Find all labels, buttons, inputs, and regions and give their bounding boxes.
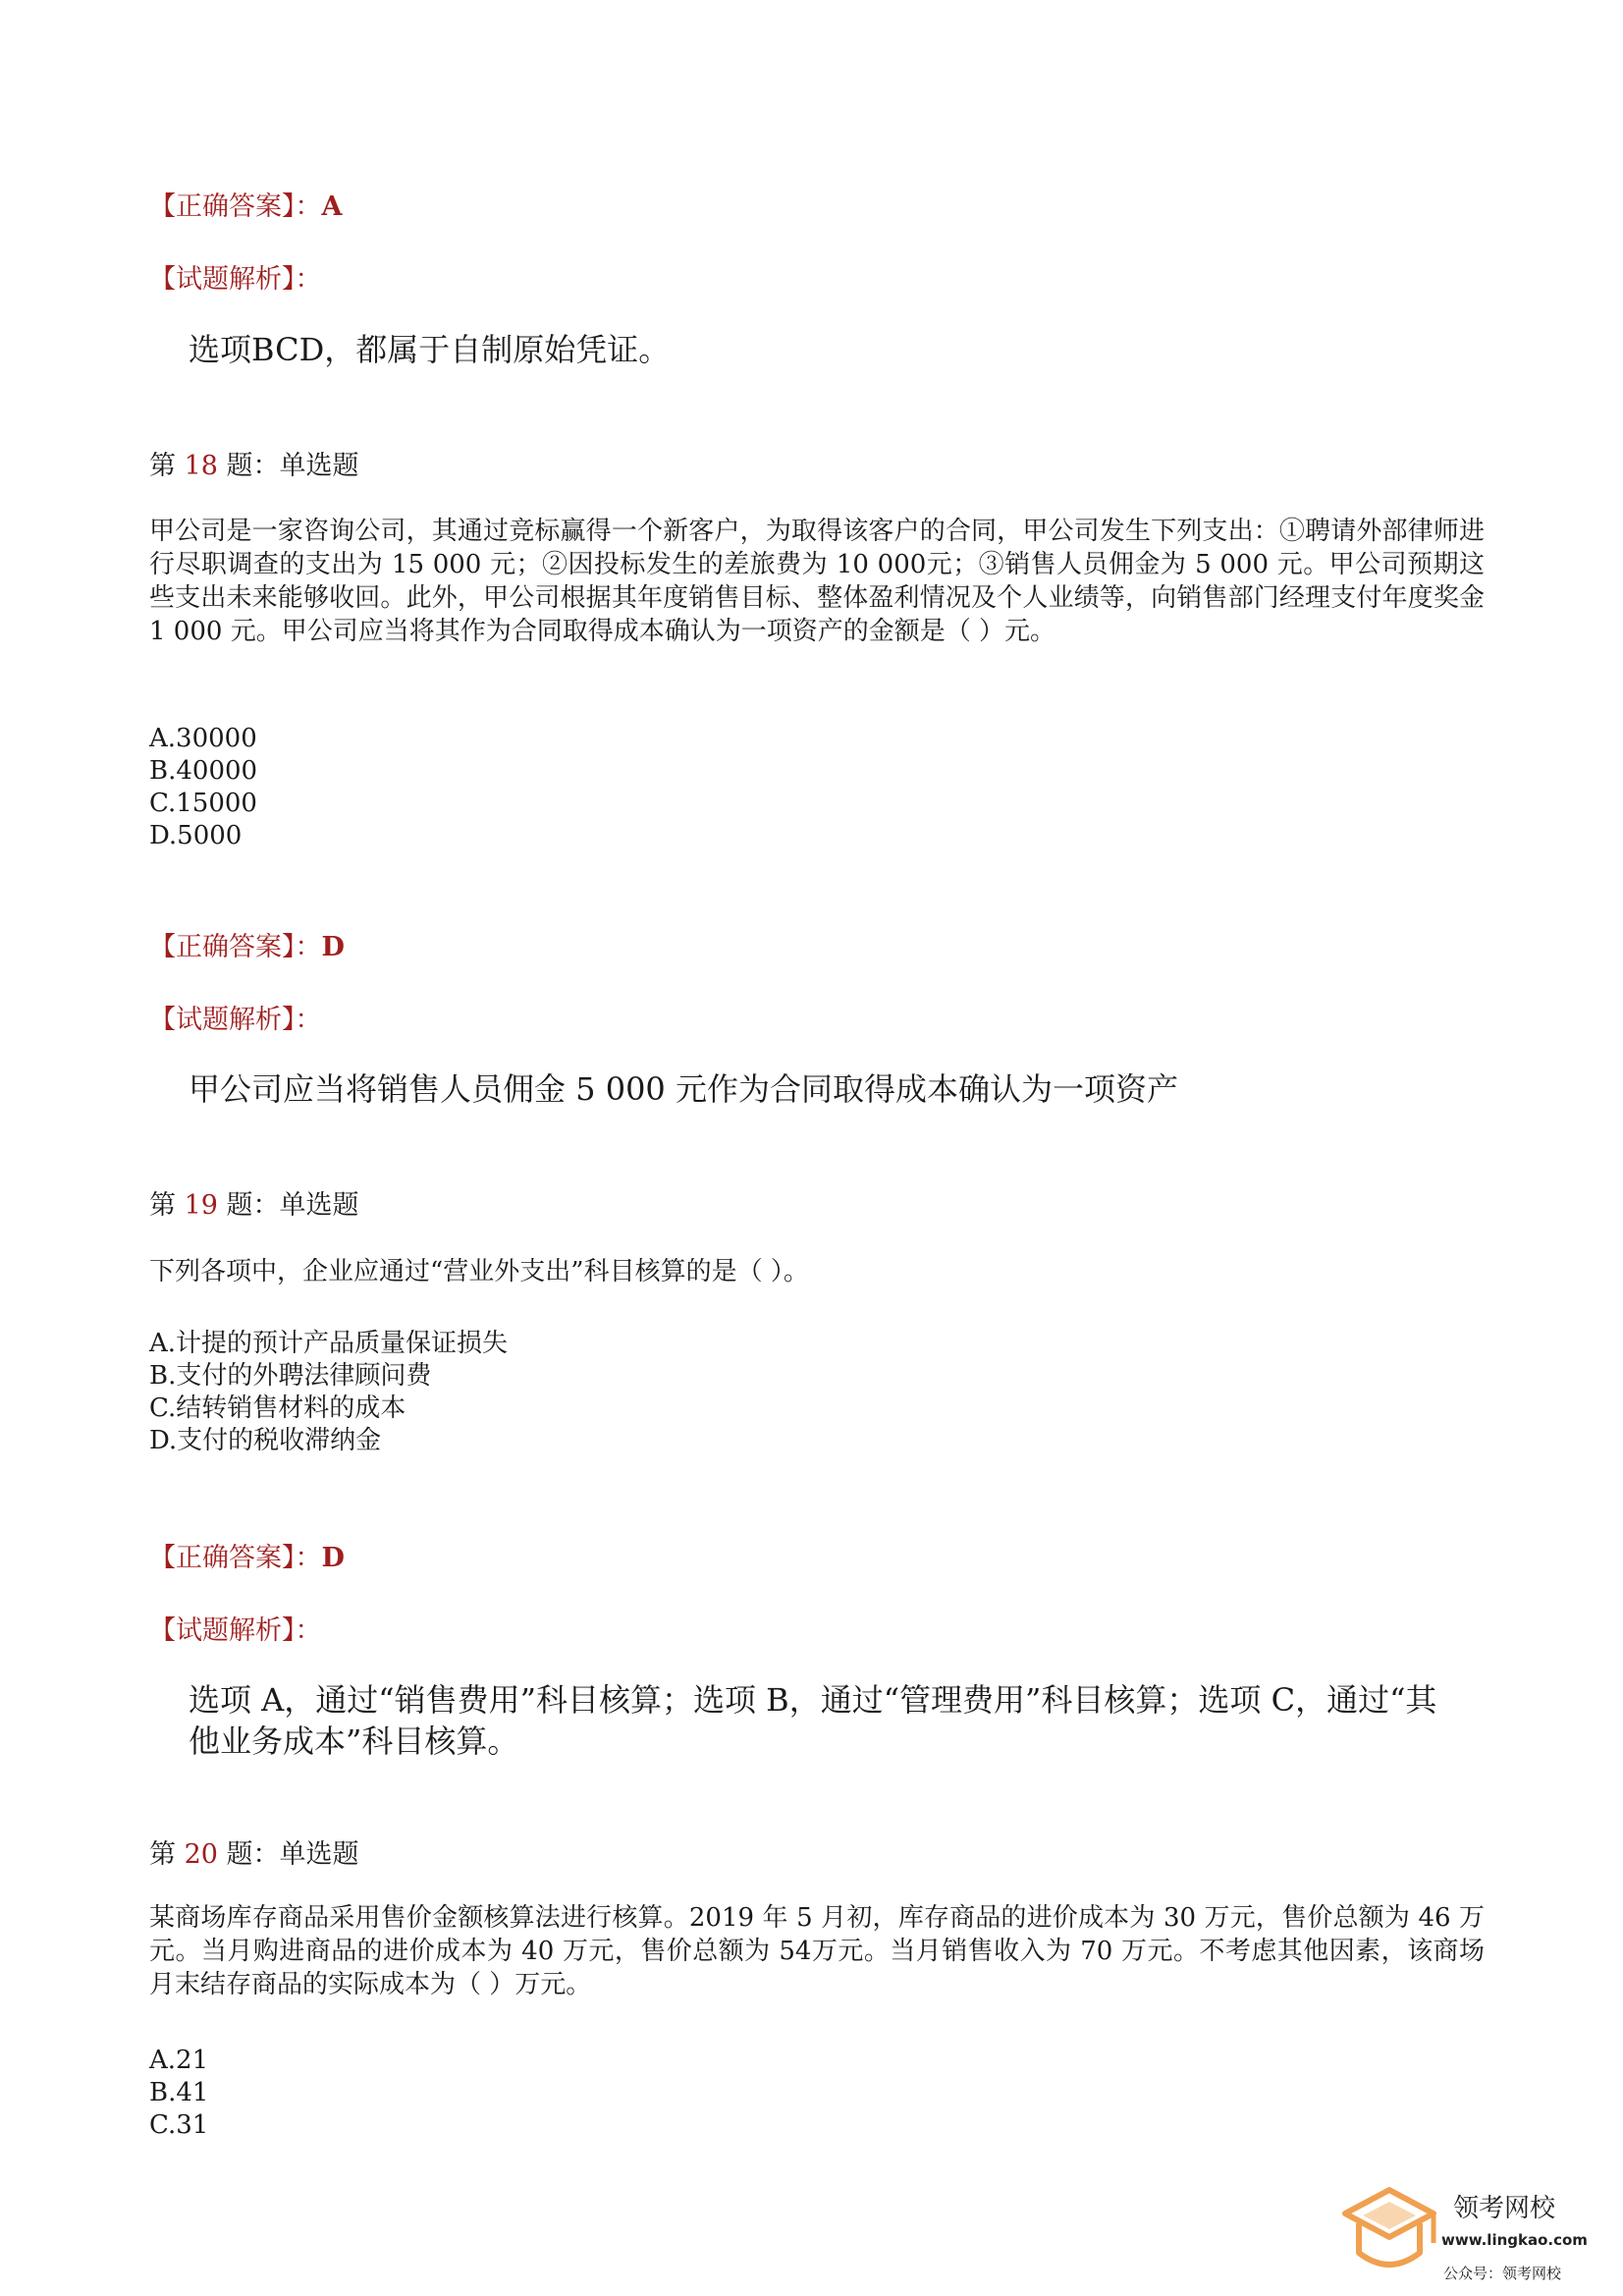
answer-line-q18 xyxy=(149,925,345,963)
question-header-q18 xyxy=(149,444,359,482)
question-prefix: 第 xyxy=(149,451,176,481)
question-header-q19 xyxy=(149,1183,359,1222)
option-a: A.21 xyxy=(149,2046,209,2075)
answer-label: 【正确答案】： xyxy=(149,932,322,962)
analysis-text-q19: 选项 A，通过“销售费用”科目核算；选项 B，通过“管理费用”科目核算；选项 C，通过“其他业务成本”科目核算。 xyxy=(189,1681,1437,1760)
question-type: 题：单选题 xyxy=(226,451,359,481)
site-logo xyxy=(1335,2182,1591,2290)
question-stem-q20: 某商场库存商品采用售价金额核算法进行核算。2019 年 5 月初，库存商品的进价成本为 30 万元，售价总额为 46 万元。当月购进商品的进价成本为 40 万元，售价总额为 54万元。当月销售收入为 70 万元。不考虑其他因素，该商场月末结存商品的实际成本为（ ）万元。 xyxy=(149,1903,1485,1999)
options-q19 xyxy=(149,1328,508,1457)
question-number: 18 xyxy=(184,451,218,481)
logo-name: 领考网校 xyxy=(1453,2194,1556,2223)
option-b: B.40000 xyxy=(149,756,258,786)
answer-value: D xyxy=(321,932,345,962)
option-b: B.支付的外聘法律顾问费 xyxy=(149,1361,432,1391)
option-c: C.15000 xyxy=(149,789,257,818)
option-c: C.31 xyxy=(149,2110,209,2140)
option-d: D.5000 xyxy=(149,821,243,850)
answer-value: A xyxy=(321,191,343,222)
answer-line-q17 xyxy=(149,185,342,223)
question-stem-q18: 甲公司是一家咨询公司，其通过竞标赢得一个新客户，为取得该客户的合同，甲公司发生下列支出：①聘请外部律师进行尽职调查的支出为 15 000 元；②因投标发生的差旅费为 10 000元；③销售人员佣金为 5 000 元。甲公司预期这些支出未来能够收回。此外，甲公司根据其年度销售目标、整体盈利情况及个人业绩等，向销售部门经理支付年度奖金 1 000 元。甲公司应当将其作为合同取得成本确认为一项资产的金额是（ ）元。 xyxy=(149,517,1485,646)
analysis-text-q17: 选项BCD，都属于自制原始凭证。 xyxy=(189,331,671,368)
analysis-label-q18: 【试题解析】： xyxy=(149,1005,322,1035)
option-c: C.结转销售材料的成本 xyxy=(149,1394,406,1423)
logo-url: www.lingkao.com xyxy=(1441,2231,1588,2249)
analysis-label-q19: 【试题解析】： xyxy=(149,1615,322,1646)
option-b: B.41 xyxy=(149,2078,209,2107)
answer-label: 【正确答案】： xyxy=(149,191,322,222)
question-stem-q19: 下列各项中，企业应通过“营业外支出”科目核算的是（ ）。 xyxy=(149,1257,809,1286)
option-a: A.计提的预计产品质量保证损失 xyxy=(149,1329,509,1358)
question-type: 题：单选题 xyxy=(226,1839,359,1870)
question-header-q20 xyxy=(149,1832,359,1871)
question-type: 题：单选题 xyxy=(226,1190,359,1221)
option-d: D.支付的税收滞纳金 xyxy=(149,1426,382,1455)
answer-line-q19 xyxy=(149,1536,345,1574)
answer-value: D xyxy=(321,1543,345,1573)
options-q20 xyxy=(149,2045,208,2142)
public-account: 公众号：领考网校 xyxy=(1443,2265,1562,2282)
question-prefix: 第 xyxy=(149,1839,176,1870)
options-q18 xyxy=(149,723,257,852)
answer-label: 【正确答案】： xyxy=(149,1543,322,1573)
analysis-label-q17: 【试题解析】： xyxy=(149,264,322,295)
graduation-cap-icon xyxy=(1335,2182,1443,2290)
question-number: 20 xyxy=(184,1839,218,1870)
question-prefix: 第 xyxy=(149,1190,176,1221)
analysis-text-q18: 甲公司应当将销售人员佣金 5 000 元作为合同取得成本确认为一项资产 xyxy=(189,1070,1178,1108)
option-a: A.30000 xyxy=(149,724,257,753)
question-number: 19 xyxy=(184,1190,218,1221)
